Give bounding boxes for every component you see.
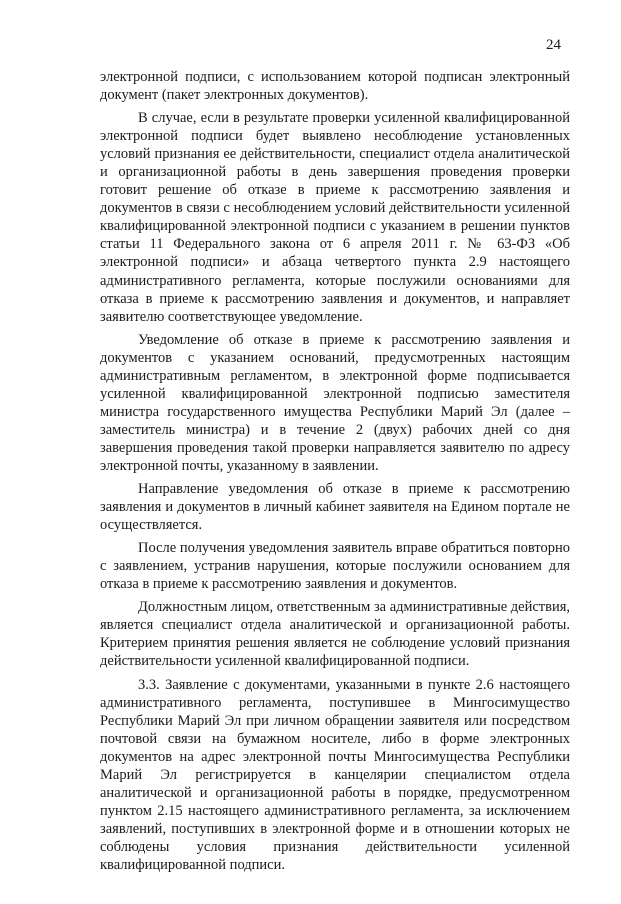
- paragraph-reapply: После получения уведомления заявитель вправе обратиться повторно с заявлением, устранив нарушения, которые послужили основанием для отказа в приеме к рассмотрению заявления и документов.: [100, 540, 570, 593]
- document-body: [100, 68, 570, 879]
- page-number: 24: [546, 37, 561, 53]
- paragraph-refusal-notice: Уведомление об отказе в приеме к рассмотрению заявления и документов с указанием оснований, предусмотренных настоящим административным регламентом, в электронной форме подписывается усиленной квалифицированной электронной подписью заместителя министра государственного имущества Республики Марий Эл (далее – заместитель министра) и в течение 2 (двух) рабочих дней со дня завершения проведения такой проверки направляется заявителю по адресу электронной почты, указанному в заявлении.: [100, 331, 570, 474]
- paragraph-personal-cabinet: Направление уведомления об отказе в приеме к рассмотрению заявления и документов в личный кабинет заявителя на Едином портале не осуществляется.: [100, 481, 570, 534]
- paragraph-signature-check: В случае, если в результате проверки усиленной квалифицированной электронной подписи будет выявлено несоблюдение установленных условий признания ее действительности, специалист отдела аналитической и организационной работы в день завершения проведения проверки готовит решение об отказе в приеме к рассмотрению заявления и документов в связи с несоблюдением условий действительности усиленной квалифицированной электронной подписи с указанием в решении пунктов статьи 11 Федерального закона от 6 апреля 2011 г. № 63-ФЗ «Об электронной подписи» и абзаца четвертого пункта 2.9 настоящего административного регламента, которые послужили основаниями для отказа в приеме к рассмотрению заявления и документов, и направляет заявителю соответствующее уведомление.: [100, 110, 570, 325]
- paragraph-section-3-3: 3.3. Заявление с документами, указанными в пункте 2.6 настоящего административного регламента, поступившее в Мингосимущество Республики Марий Эл при личном обращении заявителя или посредством почтовой связи на бумажном носителе, либо в форме электронных документов на адрес электронной почты Мингосимущества Республики Марий Эл регистрируется в канцелярии специалистом отдела аналитической и организационной работы в порядке, предусмотренном пунктом 2.15 настоящего административного регламента, за исключением заявлений, поступивших в электронной форме и в отношении которых не соблюдены условия признания действительности усиленной квалифицированной подписи.: [100, 676, 570, 873]
- paragraph-responsible-official: Должностным лицом, ответственным за административные действия, является специалист отдела аналитической и организационной работы. Критерием принятия решения является не соблюдение условий признания действительности усиленной квалифицированной подписи.: [100, 599, 571, 670]
- paragraph-continuation: электронной подписи, с использованием которой подписан электронный документ (пакет электронных документов).: [100, 69, 570, 104]
